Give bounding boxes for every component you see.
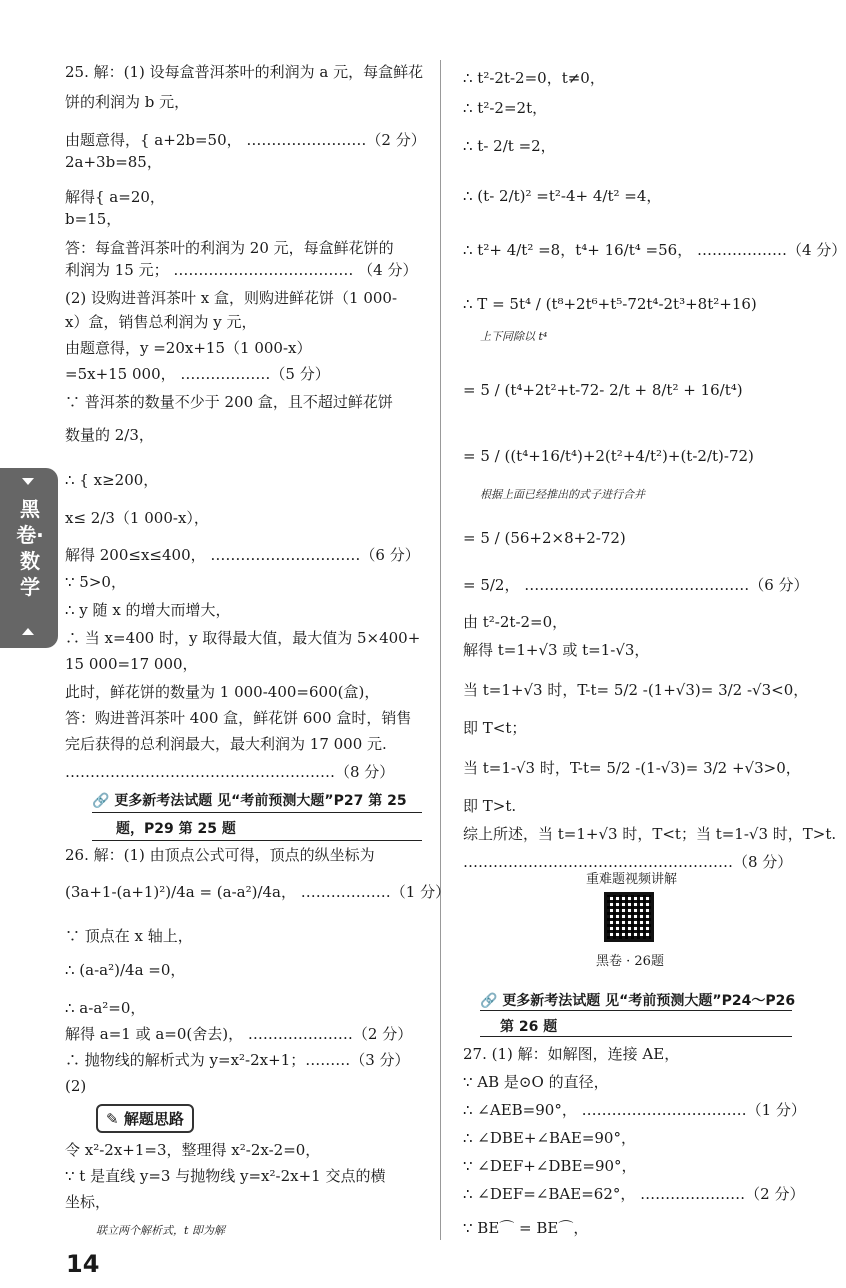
left-line: ∴ { x≥200， — [65, 471, 159, 489]
right-line: 解得 t=1+√3 或 t=1-√3， — [463, 641, 650, 659]
more-questions-banner-26 — [480, 990, 795, 1010]
left-line: 解得 a=1 或 a=0(舍去)， …………………（2 分） — [65, 1025, 413, 1043]
right-line: ∴ ∠DBE+∠BAE=90°， — [463, 1129, 636, 1147]
left-line: 坐标， — [65, 1193, 111, 1211]
left-line: x）盒，销售总利润为 y 元， — [65, 313, 257, 331]
right-line: = 5 / (t⁴+2t²+t-72- 2/t + 8/t² + 16/t⁴) — [463, 381, 743, 399]
right-line: 27. (1) 解：如解图，连接 AE， — [463, 1045, 680, 1063]
right-line: 由 t²-2t-2=0， — [463, 613, 568, 631]
left-line: 解得{ a=20， — [65, 188, 165, 206]
left-line: =5x+15 000， ………………（5 分） — [65, 365, 330, 383]
right-line: 综上所述，当 t=1+√3 时，T<t；当 t=1-√3 时，T>t. — [463, 825, 837, 843]
banner25-line2: 题，P29 第 25 题 — [116, 821, 236, 837]
banner25-rule2 — [92, 840, 422, 841]
right-line: ∴ t²-2t-2=0，t≠0， — [463, 69, 605, 87]
page-number: 14 — [66, 1250, 100, 1278]
right-line: ∴ t²-2=2t， — [463, 99, 548, 117]
left-line: 解得 200≤x≤400， …………………………（6 分） — [65, 546, 420, 564]
note-divide: 上下同除以 t⁴ — [480, 330, 548, 343]
left-line: (2) 设购进普洱茶叶 x 盒，则购进鲜花饼（1 000- — [65, 289, 398, 307]
left-line: 完后获得的总利润最大，最大利润为 17 000 元. — [65, 735, 387, 753]
left-line: 由题意得，{ a+2b=50， ……………………（2 分） — [65, 131, 426, 149]
left-line: 数量的 2/3， — [65, 426, 154, 444]
left-line: 此时，鲜花饼的数量为 1 000-400=600(盒)， — [65, 683, 380, 701]
right-line: ∴ T = 5t⁴ / (t⁸+2t⁶+t⁵-72t⁴-2t³+8t²+16) — [463, 295, 757, 313]
right-line: ∴ ∠DEF=∠BAE=62°， …………………（2 分） — [463, 1185, 805, 1203]
left-line: 令 x²-2x+1=3，整理得 x²-2x-2=0， — [65, 1141, 321, 1159]
left-line: 答：每盒普洱茶叶的利润为 20 元，每盒鲜花饼的 — [65, 239, 394, 257]
right-line: 当 t=1-√3 时，T-t= 5/2 -(1-√3)= 3/2 +√3>0， — [463, 759, 801, 777]
left-line: ………………………………………………（8 分） — [65, 763, 395, 781]
link-icon: 🔗 — [480, 993, 498, 1009]
right-line: ∵ BE⌒ = BE⌒， — [463, 1219, 589, 1237]
left-line: ∴ (a-a²)/4a =0， — [65, 961, 186, 979]
right-line: ∴ t²+ 4/t² =8，t⁴+ 16/t⁴ =56， ………………（4 分） — [463, 241, 846, 259]
left-note: 联立两个解析式，t 即为解 — [96, 1224, 225, 1237]
edit-icon: ✎ — [106, 1110, 119, 1128]
note-combine: 根据上面已经推出的式子进行合并 — [480, 488, 645, 501]
right-line: ∴ t- 2/t =2， — [463, 137, 556, 155]
arrow-up-icon — [22, 628, 34, 635]
banner26-rule2 — [480, 1036, 792, 1037]
link-icon: 🔗 — [92, 793, 110, 809]
right-line: ∵ AB 是⊙O 的直径， — [463, 1073, 609, 1091]
left-line: (3a+1-(a+1)²)/4a = (a-a²)/4a， ………………（1 分） — [65, 883, 451, 901]
column-divider — [440, 60, 441, 1240]
hint-label: 解题思路 — [123, 1110, 184, 1128]
left-line: 答：购进普洱茶叶 400 盒，鲜花饼 600 盒时，销售 — [65, 709, 412, 727]
left-line: 15 000=17 000， — [65, 655, 198, 673]
arrow-down-icon — [22, 478, 34, 485]
left-line: ∴ a-a²=0， — [65, 999, 146, 1017]
left-line: 由题意得，y =20x+15（1 000-x） — [65, 339, 312, 357]
right-line: ………………………………………………（8 分） — [463, 853, 793, 871]
left-line: ∵ 顶点在 x 轴上， — [65, 927, 193, 945]
right-line: ∵ ∠DEF+∠DBE=90°， — [463, 1157, 637, 1175]
left-line: 25. 解：(1) 设每盒普洱茶叶的利润为 a 元，每盒鲜花 — [65, 63, 424, 81]
left-line: (2) — [65, 1077, 87, 1095]
qr-title: 重难题视频讲解 — [586, 872, 678, 887]
qr-caption: 黑卷 · 26题 — [596, 954, 664, 969]
right-line: ∴ ∠AEB=90°， ……………………………（1 分） — [463, 1101, 806, 1119]
left-line: 饼的利润为 b 元， — [65, 93, 190, 111]
banner26-line2: 第 26 题 — [500, 1019, 558, 1035]
left-line: ∵ t 是直线 y=3 与抛物线 y=x²-2x+1 交点的横 — [65, 1167, 386, 1185]
banner26-line1: 更多新考法试题 见“考前预测大题”P24～P26 — [502, 993, 796, 1009]
right-line: 即 T<t； — [463, 719, 527, 737]
side-tab — [0, 468, 58, 648]
more-questions-banner-25 — [92, 790, 407, 810]
left-line: b=15， — [65, 210, 122, 228]
side-tab-label: 黑卷·数学 — [16, 497, 44, 599]
right-line: ∴ (t- 2/t)² =t²-4+ 4/t² =4， — [463, 187, 662, 205]
qr-code[interactable] — [604, 892, 654, 942]
right-line: 当 t=1+√3 时，T-t= 5/2 -(1+√3)= 3/2 -√3<0， — [463, 681, 809, 699]
right-line: 即 T>t. — [463, 797, 517, 815]
left-line: ∴ 抛物线的解析式为 y=x²-2x+1；………（3 分） — [65, 1051, 410, 1069]
left-line: x≤ 2/3（1 000-x）， — [65, 509, 209, 527]
banner25-line1: 更多新考法试题 见“考前预测大题”P27 第 25 — [114, 793, 407, 809]
left-line: 利润为 15 元； ……………………………… （4 分） — [65, 261, 418, 279]
left-line: 26. 解：(1) 由顶点公式可得，顶点的纵坐标为 — [65, 846, 375, 864]
left-line: ∵ 5>0， — [65, 573, 126, 591]
left-line: ∵ 普洱茶的数量不少于 200 盒，且不超过鲜花饼 — [65, 393, 393, 411]
left-line: ∴ 当 x=400 时，y 取得最大值，最大值为 5×400+ — [65, 629, 421, 647]
banner26-rule — [480, 1010, 792, 1011]
solution-hint-box — [96, 1104, 194, 1133]
right-line: = 5 / ((t⁴+16/t⁴)+2(t²+4/t²)+(t-2/t)-72) — [463, 447, 754, 465]
banner25-rule — [92, 812, 422, 813]
left-line: 2a+3b=85， — [65, 153, 162, 171]
right-line: = 5 / (56+2×8+2-72) — [463, 529, 626, 547]
right-line: = 5/2， ………………………………………（6 分） — [463, 576, 809, 594]
left-line: ∴ y 随 x 的增大而增大， — [65, 601, 231, 619]
